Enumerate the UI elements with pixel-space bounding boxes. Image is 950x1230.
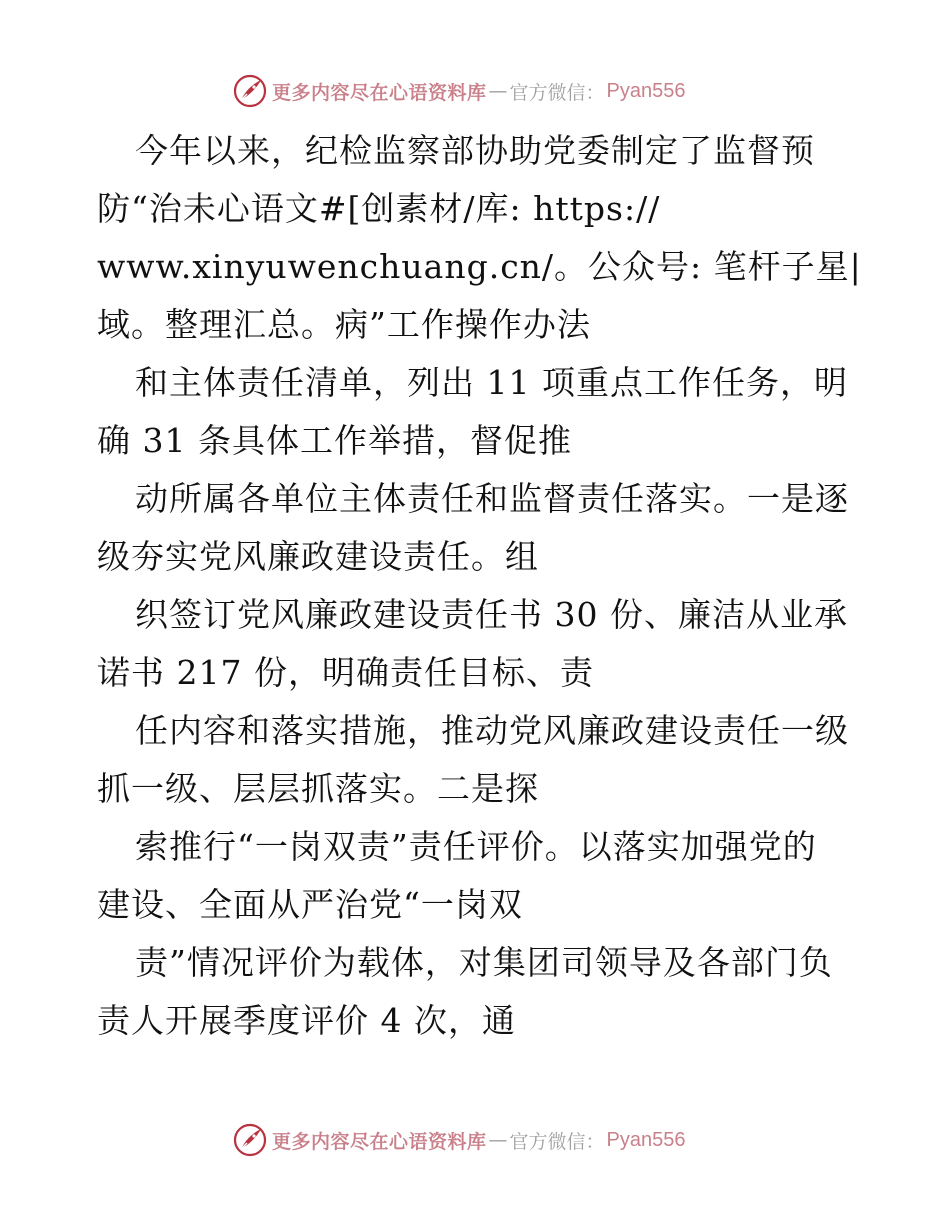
text-line: 和主体责任清单，列出 11 项重点工作任务，明 [135, 363, 848, 402]
text-line: 抓一级、层层抓落实。二是探 [97, 769, 539, 808]
text-line: 索推行“一岗双责”责任评价。以落实加强党的 [135, 827, 817, 866]
watermark-separator: — [488, 1129, 508, 1151]
text-line: 动所属各单位主体责任和监督责任落实。一是逐 [135, 479, 849, 518]
watermark-wechat-id: Pyan556 [606, 1128, 686, 1151]
footer-watermark [232, 1120, 732, 1160]
quill-pen-logo-icon [232, 1122, 268, 1158]
text-line: 建设、全面从严治党“一岗双 [97, 885, 523, 924]
watermark-brand-text: 更多内容尽在心语资料库 [272, 81, 487, 104]
text-line: 防“治未心语文#[创素材/库: https:// [97, 189, 661, 228]
watermark-separator: — [488, 80, 508, 102]
text-line: 确 31 条具体工作举措，督促推 [97, 421, 572, 460]
text-line: 责”情况评价为载体，对集团司领导及各部门负 [135, 943, 833, 982]
document-body [97, 122, 862, 1050]
text-line: 诺书 217 份，明确责任目标、责 [97, 653, 594, 692]
watermark-brand-text: 更多内容尽在心语资料库 [272, 1130, 487, 1153]
quill-pen-logo-icon [232, 73, 268, 109]
watermark-wechat-label: 官方微信： [509, 81, 605, 104]
text-line: 域。整理汇总。病”工作操作办法 [97, 305, 591, 344]
text-line: 责人开展季度评价 4 次，通 [97, 1001, 516, 1040]
watermark-wechat-label: 官方微信： [509, 1130, 605, 1153]
text-line: 织签订党风廉政建设责任书 30 份、廉洁从业承 [135, 595, 848, 634]
text-line: www.xinyuwenchuang.cn/。公众号: 笔杆子星| [97, 247, 862, 286]
text-line: 今年以来，纪检监察部协助党委制定了监督预 [135, 131, 815, 170]
header-watermark [232, 71, 732, 111]
watermark-wechat-id: Pyan556 [606, 79, 686, 102]
text-line: 任内容和落实措施，推动党风廉政建设责任一级 [135, 711, 849, 750]
text-line: 级夯实党风廉政建设责任。组 [97, 537, 539, 576]
